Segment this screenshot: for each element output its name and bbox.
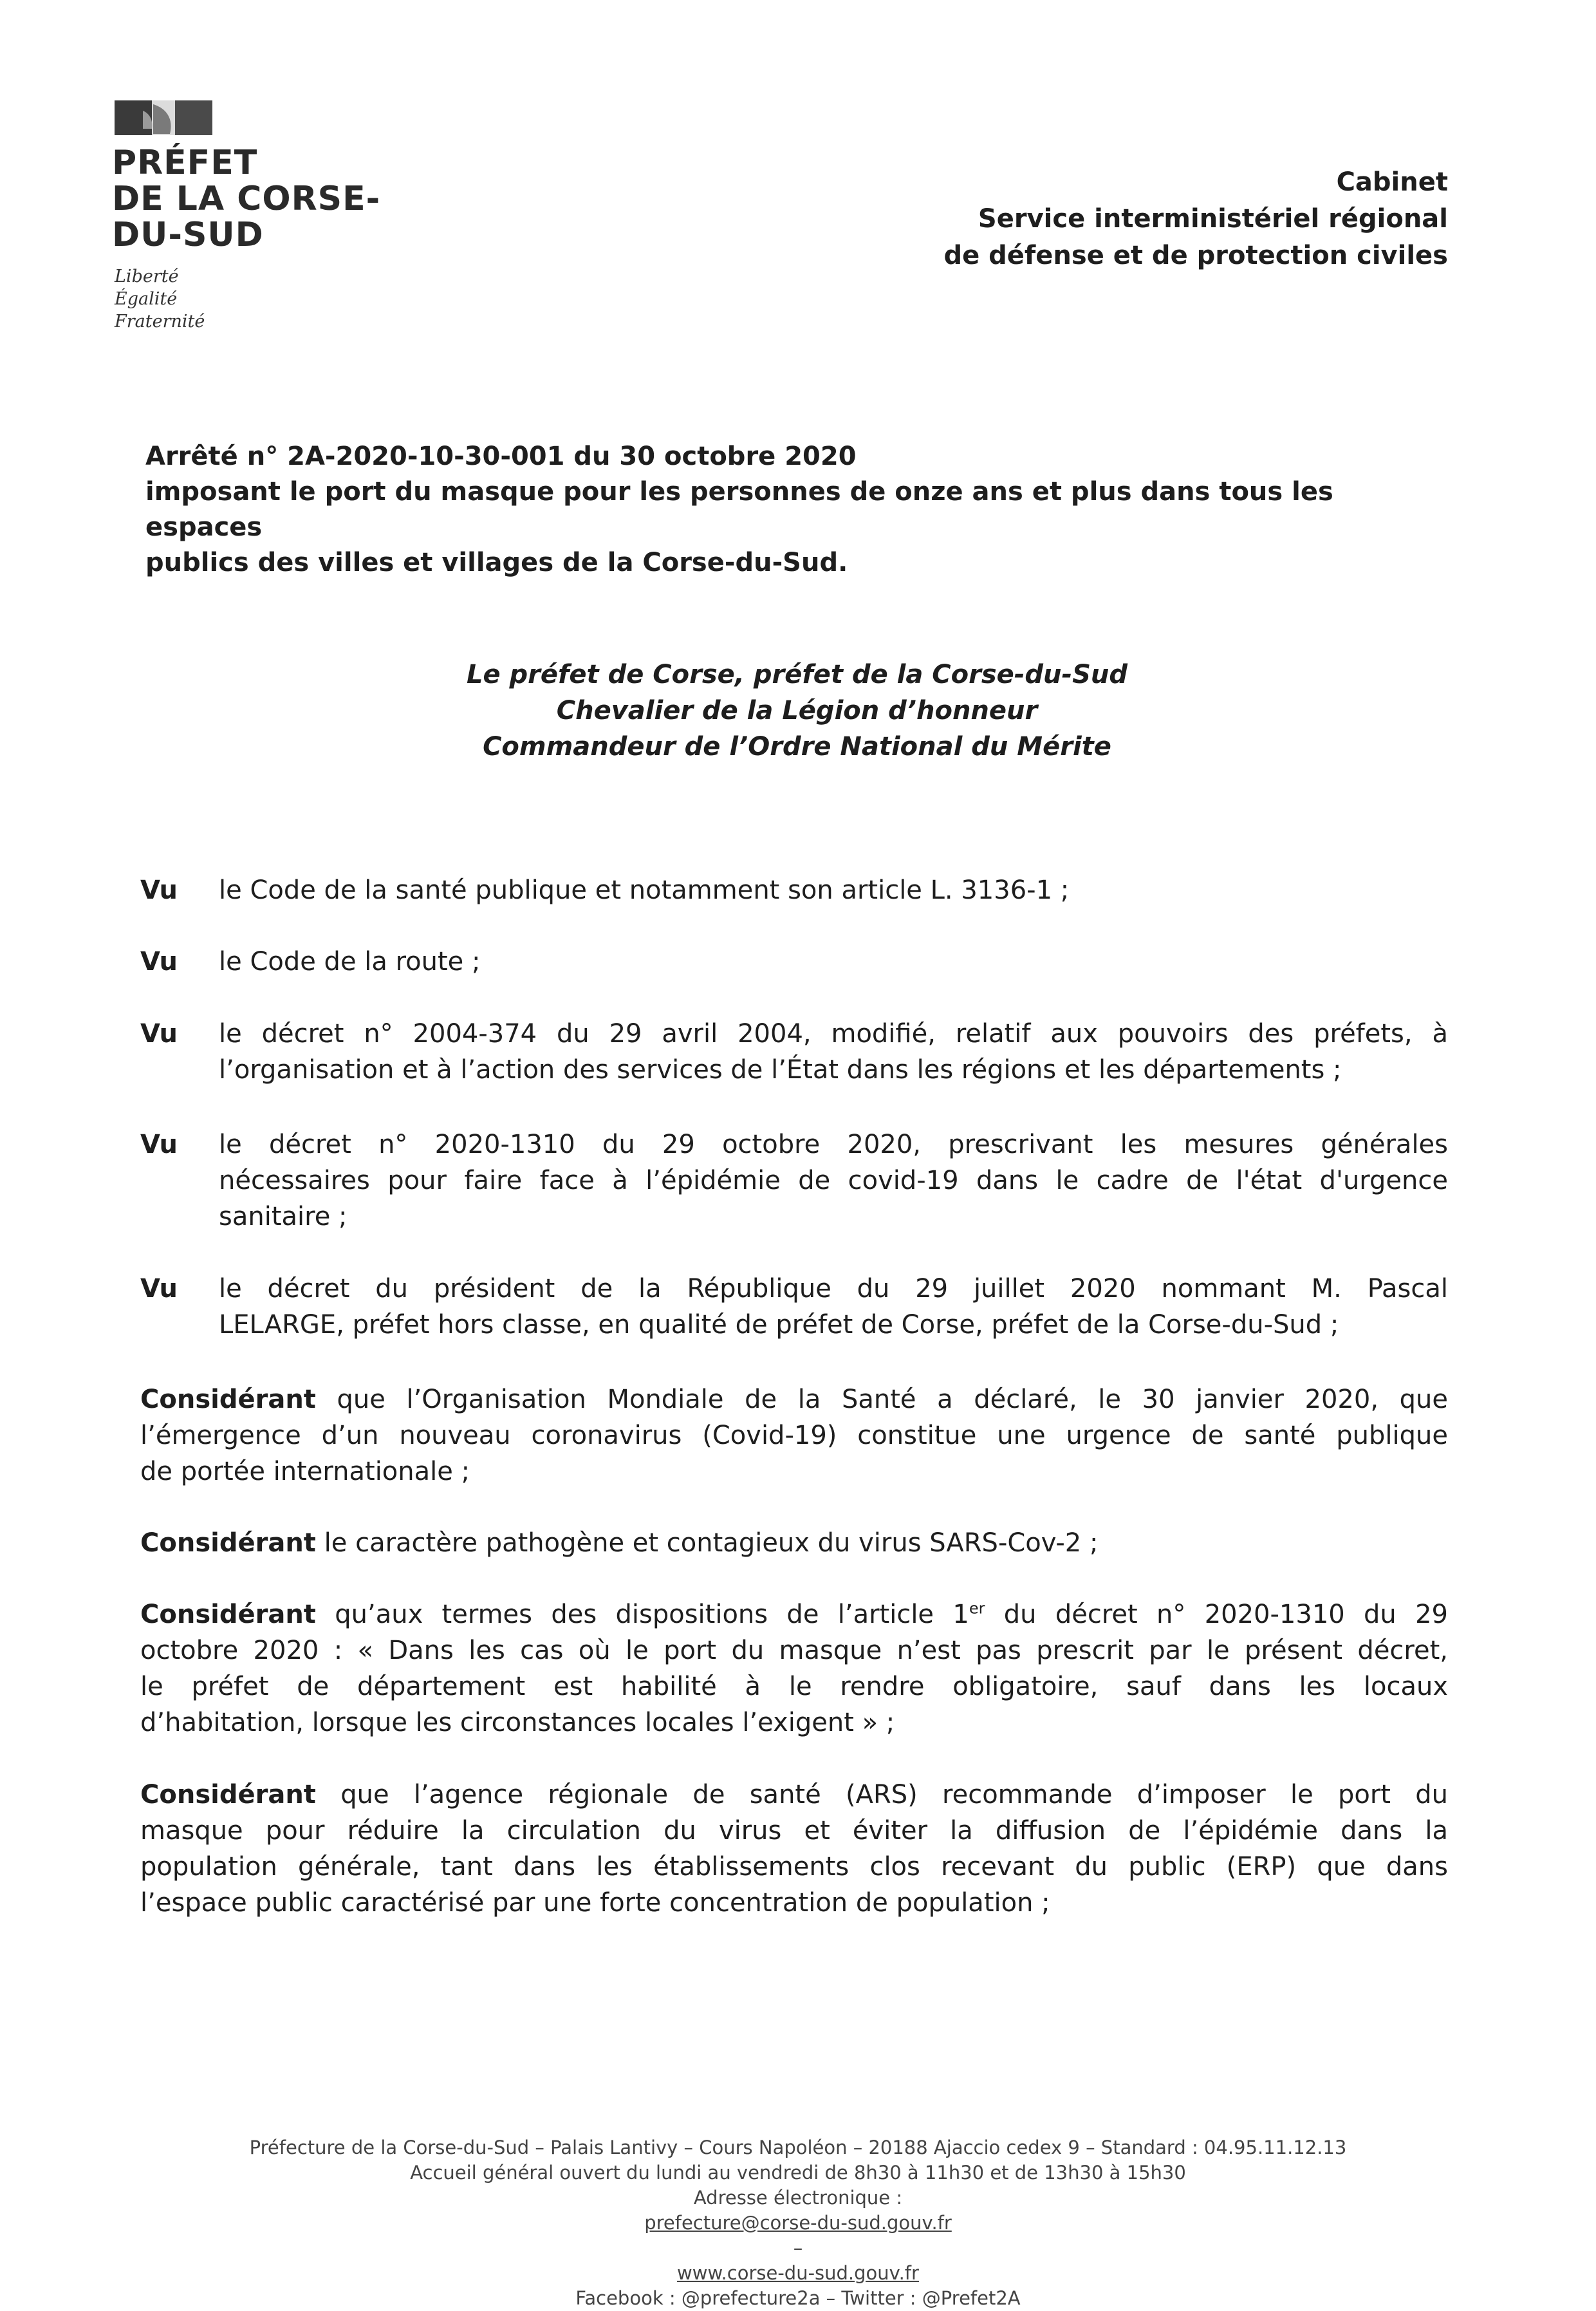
visa-line: le décret n° 2020-1310 du 29 octobre 2020, prescrivant les mesures générales — [219, 1130, 1448, 1159]
considerant-text: que l’Organisation Mondiale de la Santé a déclaré, le 30 janvier 2020, que — [315, 1385, 1448, 1414]
service-line: de défense et de protection civiles — [943, 241, 1448, 270]
vu-label: Vu — [140, 875, 178, 905]
logo-title-line: PRÉFET — [112, 144, 258, 182]
republic-motto — [115, 265, 205, 333]
visa-paragraph — [219, 1127, 1448, 1235]
website-link[interactable]: www.corse-du-sud.gouv.fr — [677, 2262, 919, 2284]
considerant-paragraph — [140, 1381, 1448, 1490]
logo-title-line: DE LA CORSE- — [112, 180, 381, 218]
considerant-text: qu’aux termes des dispositions de l’article 1 — [315, 1600, 969, 1629]
considerant-line: masque pour réduire la circulation du virus et éviter la diffusion de l’épidémie dans la — [140, 1816, 1448, 1846]
visa-paragraph — [219, 1271, 1448, 1343]
considerant-line: population générale, tant dans les établissements clos recevant du public (ERP) que dans — [140, 1852, 1448, 1882]
visa-line: sanitaire ; — [219, 1202, 348, 1231]
considerant-label: Considérant — [140, 1385, 316, 1414]
considerant-paragraph — [140, 1777, 1448, 1921]
logo-title — [112, 145, 380, 253]
logo-title-line: DU-SUD — [112, 216, 264, 254]
prefet-titles — [145, 657, 1449, 765]
considerant-text: que l’agence régionale de santé (ARS) recommande d’imposer le port du — [315, 1780, 1448, 1810]
visa-paragraph — [219, 1016, 1448, 1088]
motto-line: Égalité — [115, 289, 178, 309]
visa-paragraph — [219, 872, 1448, 908]
considerant-label: Considérant — [140, 1600, 316, 1629]
considerant-text: du décret n° 2020-1310 du 29 — [985, 1600, 1449, 1629]
considerant-text: le caractère pathogène et contagieux du virus SARS-Cov-2 ; — [315, 1528, 1099, 1558]
page-footer — [0, 2135, 1596, 2311]
service-header — [943, 164, 1448, 274]
arrete-line: imposant le port du masque pour les personnes de onze ans et plus dans tous les espaces — [145, 477, 1333, 542]
motto-line: Liberté — [115, 267, 179, 286]
service-line: Cabinet — [1336, 167, 1448, 197]
prefet-line: Chevalier de la Légion d’honneur — [556, 696, 1038, 725]
motto-line: Fraternité — [115, 312, 205, 332]
marianne-logo-icon — [115, 97, 212, 136]
footer-contact — [0, 2185, 1596, 2286]
considerant-label: Considérant — [140, 1528, 316, 1558]
arrete-title — [145, 439, 1449, 581]
visa-line: le décret n° 2004-374 du 29 avril 2004, modifié, relatif aux pouvoirs des préfets, à — [219, 1019, 1448, 1049]
arrete-line: publics des villes et villages de la Corse-du-Sud. — [145, 548, 848, 577]
considerant-line: l’émergence d’un nouveau coronavirus (Covid-19) constitue une urgence de santé publique — [140, 1421, 1448, 1450]
considerant-label: Considérant — [140, 1780, 316, 1810]
considerant-line: l’espace public caractérisé par une forte concentration de population ; — [140, 1888, 1050, 1918]
arrete-line: Arrêté n° 2A-2020-10-30-001 du 30 octobre 2020 — [145, 442, 857, 471]
vu-label: Vu — [140, 947, 178, 977]
vu-label: Vu — [140, 1130, 178, 1159]
visa-paragraph — [219, 944, 1448, 980]
considerant-paragraph — [140, 1525, 1448, 1561]
service-line: Service interministériel régional — [978, 204, 1448, 234]
footer-separator: – — [793, 2237, 803, 2259]
visa-line: l’organisation et à l’action des services de l’État dans les régions et les départements ; — [219, 1055, 1342, 1085]
footer-social: Facebook : @prefecture2a – Twitter : @Prefet2A — [575, 2287, 1021, 2309]
visa-line: le Code de la route ; — [219, 947, 481, 977]
prefet-line: Commandeur de l’Ordre National du Mérite — [483, 732, 1111, 762]
footer-hours: Accueil général ouvert du lundi au vendredi de 8h30 à 11h30 et de 13h30 à 15h30 — [410, 2162, 1186, 2184]
visa-line: nécessaires pour faire face à l’épidémie de covid-19 dans le cadre de l'état d'urgence — [219, 1166, 1448, 1195]
considerant-line: le préfet de département est habilité à le rendre obligatoire, sauf dans les locaux — [140, 1672, 1448, 1701]
considerant-line — [140, 1381, 1448, 1417]
visa-line: LELARGE, préfet hors classe, en qualité de préfet de Corse, préfet de la Corse-du-Sud ; — [219, 1310, 1339, 1340]
prefet-line: Le préfet de Corse, préfet de la Corse-du-Sud — [466, 660, 1128, 689]
email-link[interactable]: prefecture@corse-du-sud.gouv.fr — [644, 2212, 952, 2234]
footer-address: Préfecture de la Corse-du-Sud – Palais Lantivy – Cours Napoléon – 20188 Ajaccio cedex 9 – Standard : 04.95.11.12.13 — [249, 2137, 1347, 2158]
visa-line: le décret du président de la République du 29 juillet 2020 nommant M. Pascal — [219, 1274, 1448, 1304]
considerant-line — [140, 1777, 1448, 1813]
vu-label: Vu — [140, 1019, 178, 1049]
visa-line: le Code de la santé publique et notamment son article L. 3136-1 ; — [219, 875, 1070, 905]
considerant-line: de portée internationale ; — [140, 1457, 470, 1486]
considerant-paragraph — [140, 1596, 1448, 1741]
considerant-line: d’habitation, lorsque les circonstances locales l’exigent » ; — [140, 1708, 895, 1737]
footer-email-label: Adresse électronique : — [693, 2187, 903, 2209]
superscript: er — [969, 1599, 985, 1618]
considerant-line — [140, 1596, 1448, 1633]
considerant-line — [140, 1525, 1448, 1561]
considerant-line: octobre 2020 : « Dans les cas où le port du masque n’est pas prescrit par le présent décret, — [140, 1636, 1448, 1665]
vu-label: Vu — [140, 1274, 178, 1304]
